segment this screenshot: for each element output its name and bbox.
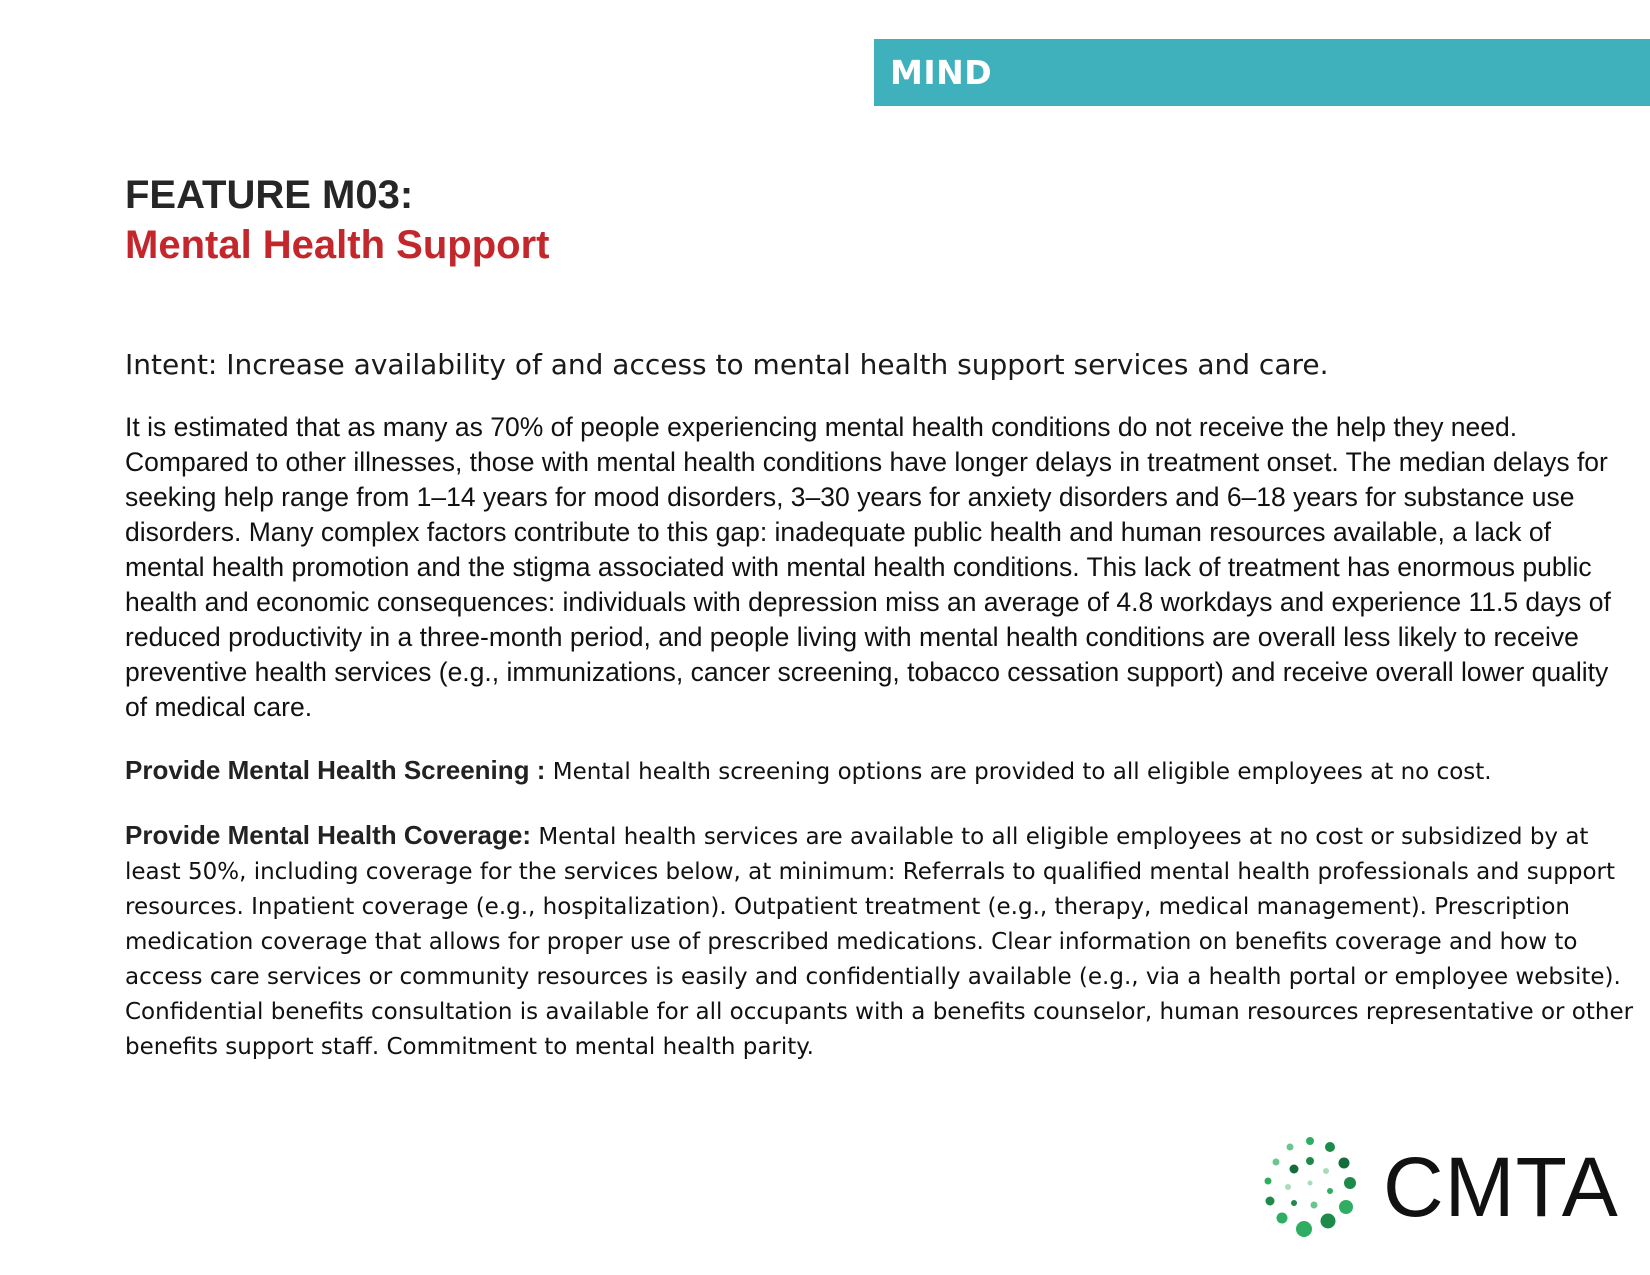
body-paragraph: It is estimated that as many as 70% of people experiencing mental health conditions do not receive the help they need. Compared to other illnesses, those with mental health conditions have longer delays in treatment onset. The median delays for seeking help range from 1–14 years for mood disorders, 3–30 years for anxiety disorders and 6–18 years for substance use disorders. Many complex factors contribute to this gap: inadequate public health and human resources available, a lack of mental health promotion and the stigma associated with mental health conditions. This lack of treatment has enormous public health and economic consequences: individuals with depression miss an average of 4.8 workdays and experience 11.5 days of reduced productivity in a three-month period, and people living with mental health conditions are overall less likely to receive preventive health services (e.g., immunizations, cancer screening, tobacco cessation support) and receive overall lower quality of medical care. bbox=[125, 412, 1611, 722]
coverage-text: Mental health services are available to all eligible employees at no cost or subsidized by at least 50%, including coverage for the services below, at minimum: Referrals to qualified mental health professionals and support resources. Inpatient coverage (e.g., hospitalization). Outpatient treatment (e.g., therapy, medical management). Prescription medication coverage that allows for proper use of prescribed medications. Clear information on benefits coverage and how to access care services or community resources is easily and confidentially available (e.g., via a health portal or employee website). Confidential benefits consultation is available for all occupants with a benefits counselor, human resources representative or other benefits support staff. Commitment to mental health parity. bbox=[125, 824, 1634, 1060]
coverage-label: Provide Mental Health Coverage: bbox=[125, 820, 531, 850]
feature-content bbox=[125, 170, 1634, 1088]
dot-cluster-icon bbox=[1258, 1135, 1368, 1245]
section-banner bbox=[874, 39, 1650, 106]
coverage-provision bbox=[125, 818, 1635, 1065]
screening-text: Mental health screening options are provided to all eligible employees at no cost. bbox=[552, 759, 1492, 785]
screening-label: Provide Mental Health Screening : bbox=[125, 755, 546, 785]
cmta-logo bbox=[1258, 1135, 1618, 1245]
feature-title: Mental Health Support bbox=[125, 223, 550, 267]
feature-code: FEATURE M03: bbox=[125, 173, 414, 217]
logo-wordmark: CMTA bbox=[1383, 1140, 1619, 1234]
intent-statement: Intent: Increase availability of and access to mental health support services and care. bbox=[125, 348, 1329, 381]
section-label: MIND bbox=[890, 53, 993, 92]
screening-provision bbox=[125, 753, 1635, 790]
